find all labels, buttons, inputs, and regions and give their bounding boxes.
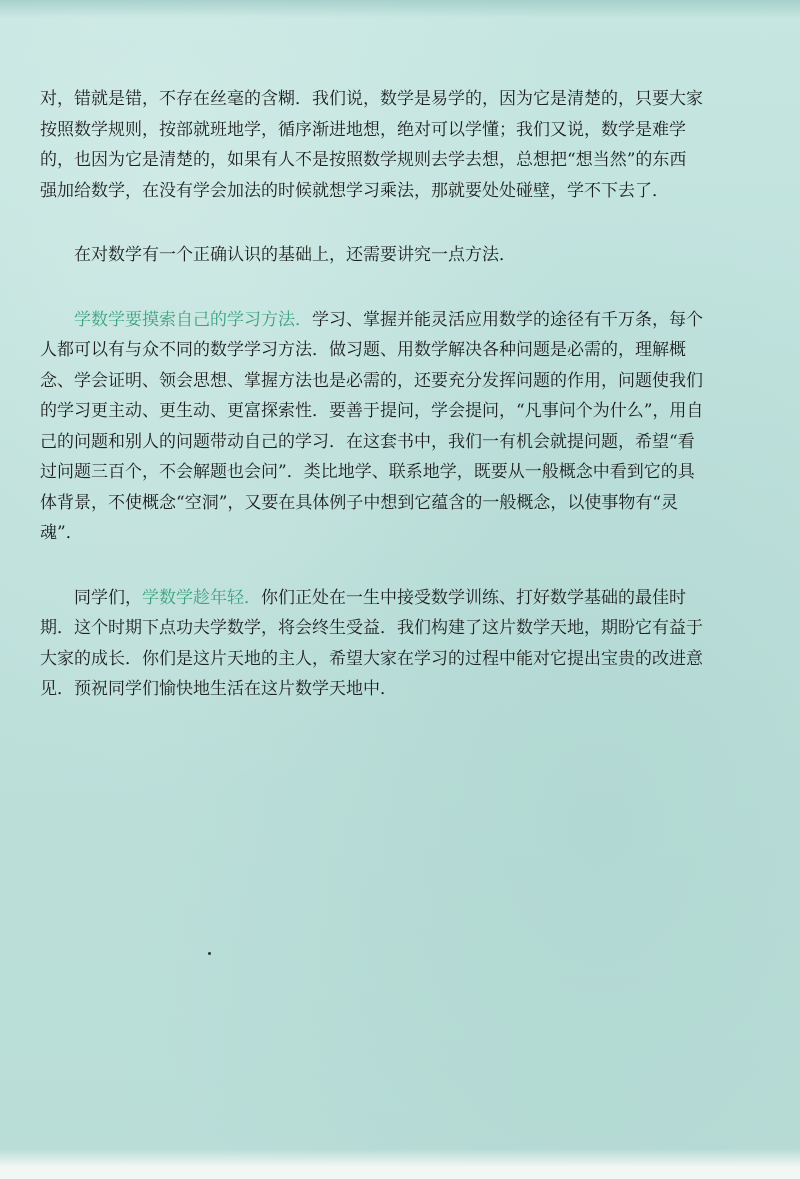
text-line xyxy=(40,583,752,614)
text-line: 过问题三百个，不会解题也会问”．类比地学、联系地学，既要从一般概念中看到它的具 xyxy=(40,462,695,482)
paragraph-2 xyxy=(40,240,752,271)
text-line: 的，也因为它是清楚的，如果有人不是按照数学规则去学去想，总想把“想当然”的东西 xyxy=(40,150,687,170)
text-line: 见．预祝同学们愉快地生活在这片数学天地中． xyxy=(40,679,397,699)
text-line: 强加给数学，在没有学会加法的时候就想学习乘法，那就要处处碰壁，学不下去了． xyxy=(40,180,669,201)
paragraph-4 xyxy=(40,583,752,705)
text-line-rest: 学习、掌握并能灵活应用数学的途径有千万条，每个 xyxy=(312,309,703,330)
text-line xyxy=(40,305,752,336)
highlight-heading: 学数学要摸索自己的学习方法． xyxy=(74,309,312,330)
text-line: 体背景，不使概念“空洞”，又要在具体例子中想到它蕴含的一般概念，以使事物有“灵 xyxy=(40,492,679,513)
text-line: 对，错就是错，不存在丝毫的含糊．我们说，数学是易学的，因为它是清楚的，只要大家 xyxy=(40,89,703,109)
text-line: 期．这个时期下点功夫学数学，将会终生受益．我们构建了这片数学天地，期盼它有益于 xyxy=(40,618,703,638)
text-line: 在对数学有一个正确认识的基础上，还需要讲究一点方法． xyxy=(74,245,516,265)
text-line: 念、学会证明、领会思想、掌握方法也是必需的，还要充分发挥问题的作用，问题使我们 xyxy=(40,370,703,391)
page-body xyxy=(40,84,752,705)
text-line: 大家的成长．你们是这片天地的主人，希望大家在学习的过程中能对它提出宝贵的改进意 xyxy=(40,648,703,669)
paragraph-3 xyxy=(40,305,752,549)
page-top-shadow xyxy=(0,0,800,18)
text-line: 人都可以有与众不同的数学学习方法．做习题、用数学解决各种问题是必需的，理解概 xyxy=(40,340,686,360)
paragraph-1 xyxy=(40,84,752,206)
text-line-lead: 同学们， xyxy=(74,587,142,608)
highlight-heading: 学数学趁年轻． xyxy=(142,587,261,608)
text-line-rest: 你们正处在一生中接受数学训练、打好数学基础的最佳时 xyxy=(261,587,686,608)
print-speck xyxy=(208,952,211,955)
text-line: 魂”． xyxy=(40,523,83,543)
text-line: 按照数学规则，按部就班地学，循序渐进地想，绝对可以学懂；我们又说，数学是难学 xyxy=(40,119,686,140)
text-line: 己的问题和别人的问题带动自己的学习．在这套书中，我们一有机会就提问题，希望“看 xyxy=(40,431,695,452)
text-line: 的学习更主动、更生动、更富探索性．要善于提问，学会提问，“凡事问个为什么”，用自 xyxy=(40,401,704,421)
page-bottom-edge xyxy=(0,1149,800,1179)
